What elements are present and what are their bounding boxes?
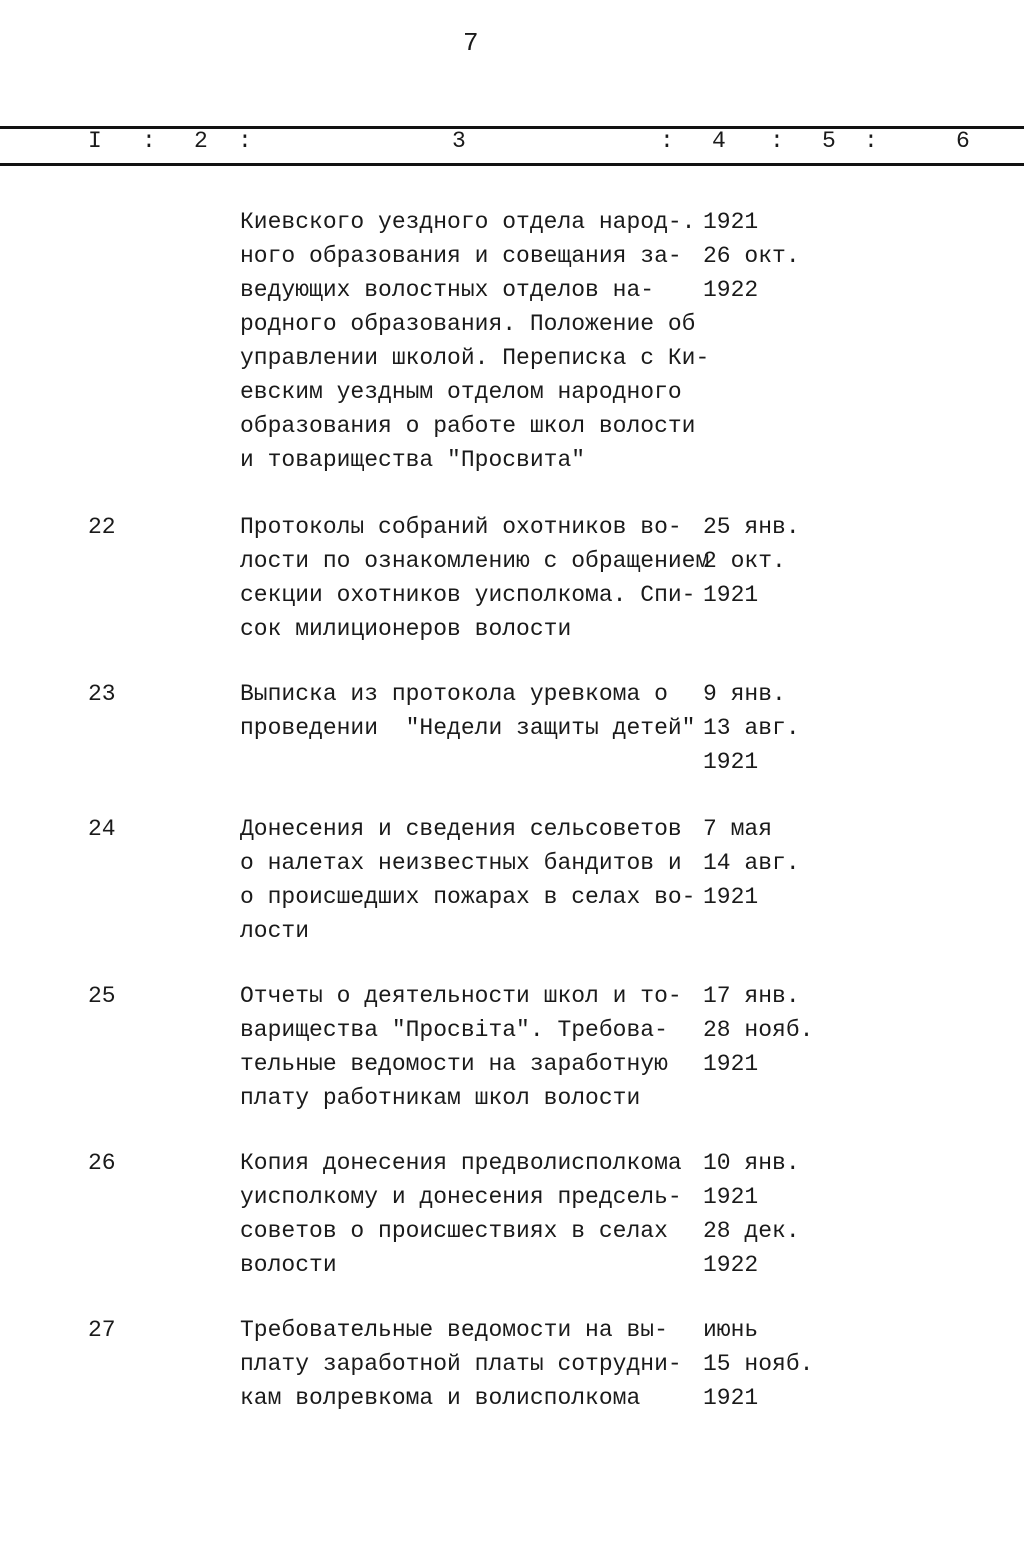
- description-line: Отчеты о деятельности школ и то-: [240, 983, 682, 1009]
- entry-number: 23: [88, 681, 116, 707]
- col-5: 5: [822, 128, 836, 154]
- col-sep: :: [238, 128, 252, 154]
- entry-number: 22: [88, 514, 116, 540]
- date-line: 1922: [703, 1252, 759, 1278]
- col-sep: :: [142, 128, 156, 154]
- date-line: 26 окт.: [703, 243, 800, 269]
- entry-description: [240, 1313, 682, 1415]
- description-line: о происшедших пожарах в селах во-: [240, 884, 696, 910]
- description-line: Выписка из протокола уревкома о: [240, 681, 668, 707]
- date-line: 28 дек.: [703, 1218, 800, 1244]
- entry-number: 26: [88, 1150, 116, 1176]
- description-line: образования о работе школ волости: [240, 413, 696, 439]
- date-line: июнь: [703, 1317, 759, 1343]
- col-sep: :: [864, 128, 878, 154]
- description-line: ведующих волостных отделов на-: [240, 277, 655, 303]
- date-line: 28 нояб.: [703, 1017, 814, 1043]
- date-line: 7 мая: [703, 816, 773, 842]
- date-line: 15 нояб.: [703, 1351, 814, 1377]
- col-sep: :: [660, 128, 674, 154]
- description-line: родного образования. Положение об: [240, 311, 696, 337]
- description-line: и товарищества "Просвита": [240, 447, 586, 473]
- date-line: 1921: [703, 884, 759, 910]
- date-line: 17 янв.: [703, 983, 800, 1009]
- description-line: Требовательные ведомости на вы-: [240, 1317, 668, 1343]
- entry-dates: [703, 1313, 813, 1415]
- description-line: советов о происшествиях в селах: [240, 1218, 668, 1244]
- description-line: кам волревкома и волисполкома: [240, 1385, 641, 1411]
- entry-dates: [703, 1146, 800, 1282]
- date-line: 14 авг.: [703, 850, 800, 876]
- entry-dates: [703, 677, 800, 779]
- date-line: 1921: [703, 209, 759, 235]
- description-line: Киевского уездного отдела народ-.: [240, 209, 696, 235]
- date-line: 1921: [703, 1184, 759, 1210]
- page-number: 7: [463, 28, 479, 58]
- description-line: плату заработной платы сотрудни-: [240, 1351, 682, 1377]
- entry-dates: [703, 205, 800, 307]
- description-line: евским уездным отделом народного: [240, 379, 682, 405]
- entry-number: 27: [88, 1317, 116, 1343]
- entry-description: [240, 677, 695, 745]
- entry-description: [240, 812, 695, 948]
- description-line: управлении школой. Переписка с Ки-: [240, 345, 710, 371]
- entry-description: [240, 1146, 682, 1282]
- description-line: о налетах неизвестных бандитов и: [240, 850, 682, 876]
- col-6: 6: [956, 128, 970, 154]
- description-line: сок милиционеров волости: [240, 616, 572, 642]
- entry-description: [240, 979, 682, 1115]
- description-line: волости: [240, 1252, 337, 1278]
- description-line: ного образования и совещания за-: [240, 243, 682, 269]
- description-line: секции охотников уисполкома. Спи-: [240, 582, 696, 608]
- description-line: Протоколы собраний охотников во-: [240, 514, 682, 540]
- col-4: 4: [712, 128, 726, 154]
- entry-number: 24: [88, 816, 116, 842]
- entry-number: 25: [88, 983, 116, 1009]
- date-line: 1921: [703, 1385, 759, 1411]
- date-line: 25 янв.: [703, 514, 800, 540]
- date-line: 1921: [703, 749, 759, 775]
- description-line: варищества "Просвiта". Требова-: [240, 1017, 668, 1043]
- date-line: 1921: [703, 582, 759, 608]
- entry-description: [240, 205, 709, 477]
- col-2: 2: [194, 128, 208, 154]
- col-3: 3: [452, 128, 466, 154]
- description-line: лости: [240, 918, 310, 944]
- entry-dates: [703, 979, 813, 1081]
- description-line: лости по ознакомлению с обращением: [240, 548, 710, 574]
- col-sep: :: [770, 128, 784, 154]
- description-line: уисполкому и донесения предсель-: [240, 1184, 682, 1210]
- date-line: 13 авг.: [703, 715, 800, 741]
- description-line: проведении "Недели защиты детей": [240, 715, 696, 741]
- description-line: Донесения и сведения сельсоветов: [240, 816, 682, 842]
- header-bottom-rule: [0, 163, 1024, 166]
- entry-description: [240, 510, 709, 646]
- date-line: 1921: [703, 1051, 759, 1077]
- date-line: 10 янв.: [703, 1150, 800, 1176]
- date-line: 1922: [703, 277, 759, 303]
- col-1: I: [88, 128, 102, 154]
- date-line: 2 окт.: [703, 548, 786, 574]
- description-line: Копия донесения предволисполкома: [240, 1150, 682, 1176]
- entry-dates: [703, 510, 800, 612]
- date-line: 9 янв.: [703, 681, 786, 707]
- description-line: тельные ведомости на заработную: [240, 1051, 668, 1077]
- entry-dates: [703, 812, 800, 914]
- description-line: плату работникам школ волости: [240, 1085, 641, 1111]
